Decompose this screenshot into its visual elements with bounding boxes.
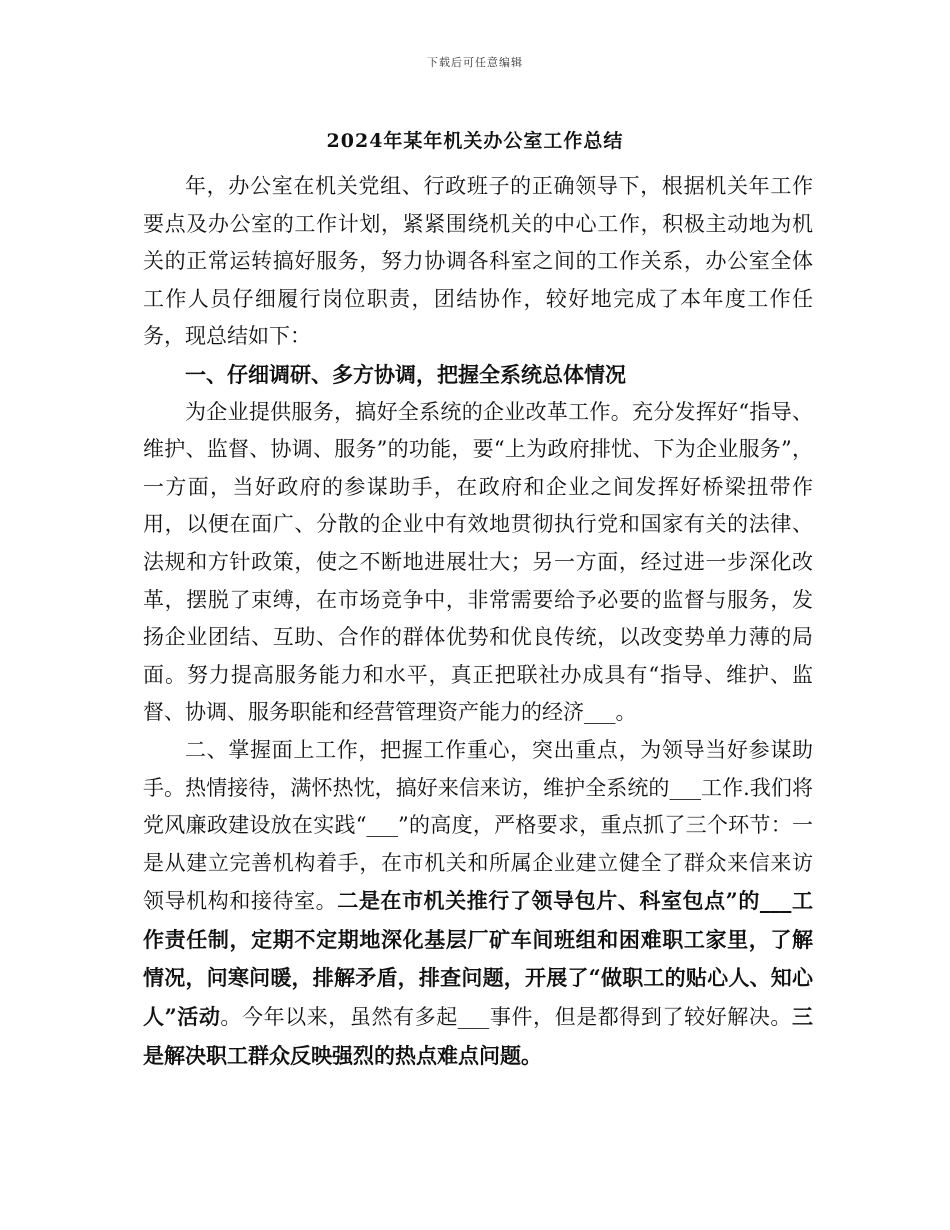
document-body xyxy=(143,168,813,1075)
section-2-text-part1: 二、掌握面上工作，把握工作重心，突出重点，为领导当好参谋助手。热情接待，满怀热忱，搞好来信来访，维护全系统的___工作.我们将党风廉政建设放在实践“___”的高度，严格要求，重点抓了三个环节：一是从建立完善机构着手，在市机关和所属企业建立健全了群众来信来访领导机构和接待室。 xyxy=(143,737,813,914)
document-title: 2024年某年机关办公室工作总结 xyxy=(326,130,624,152)
section-2-text-part2: 。今年以来，虽然有多起___事件，但是都得到了较好解决。 xyxy=(220,1005,792,1030)
section-2-bold-text-1: 二是在市机关推行了领导包片、科室包点”的___工作责任制，定期不定期地深化基层厂矿车间班组和困难职工家里，了解情况，问寒问暖，排解矛盾，排查问题，开展了“做职工的贴心人、知心人”活动 xyxy=(143,888,814,1030)
page-header-note: 下载后可任意编辑 xyxy=(427,56,523,69)
section-1-heading: 一、仔细调研、多方协调，把握全系统总体情况 xyxy=(185,361,626,387)
intro-paragraph: 年，办公室在机关党组、行政班子的正确领导下，根据机关年工作要点及办公室的工作计划，紧紧围绕机关的中心工作，积极主动地为机关的正常运转搞好服务，努力协调各科室之间的工作关系，办公室全体工作人员仔细履行岗位职责，团结协作，较好地完成了本年度工作任务，现总结如下： xyxy=(143,174,813,349)
section-2-paragraph xyxy=(143,732,813,1075)
section-2-bold-text-2: 三是解决职工群众反映强烈的热点难点问题。 xyxy=(143,1004,813,1068)
section-1-paragraph: 为企业提供服务，搞好全系统的企业改革工作。充分发挥好“指导、维护、监督、协调、服务”的功能，要“上为政府排忧、下为企业服务”，一方面，当好政府的参谋助手，在政府和企业之间发挥好桥梁扭带作用，以便在面广、分散的企业中有效地贯彻执行党和国家有关的法律、法规和方针政策，使之不断地进展壮大；另一方面，经过进一步深化改革，摆脱了束缚，在市场竞争中，非常需要给予必要的监督与服务，发扬企业团结、互助、合作的群体优势和优良传统，以改变势单力薄的局面。努力提高服务能力和水平，真正把联社办成具有“指导、维护、监督、协调、服务职能和经营管理资产能力的经济___。 xyxy=(143,399,813,725)
